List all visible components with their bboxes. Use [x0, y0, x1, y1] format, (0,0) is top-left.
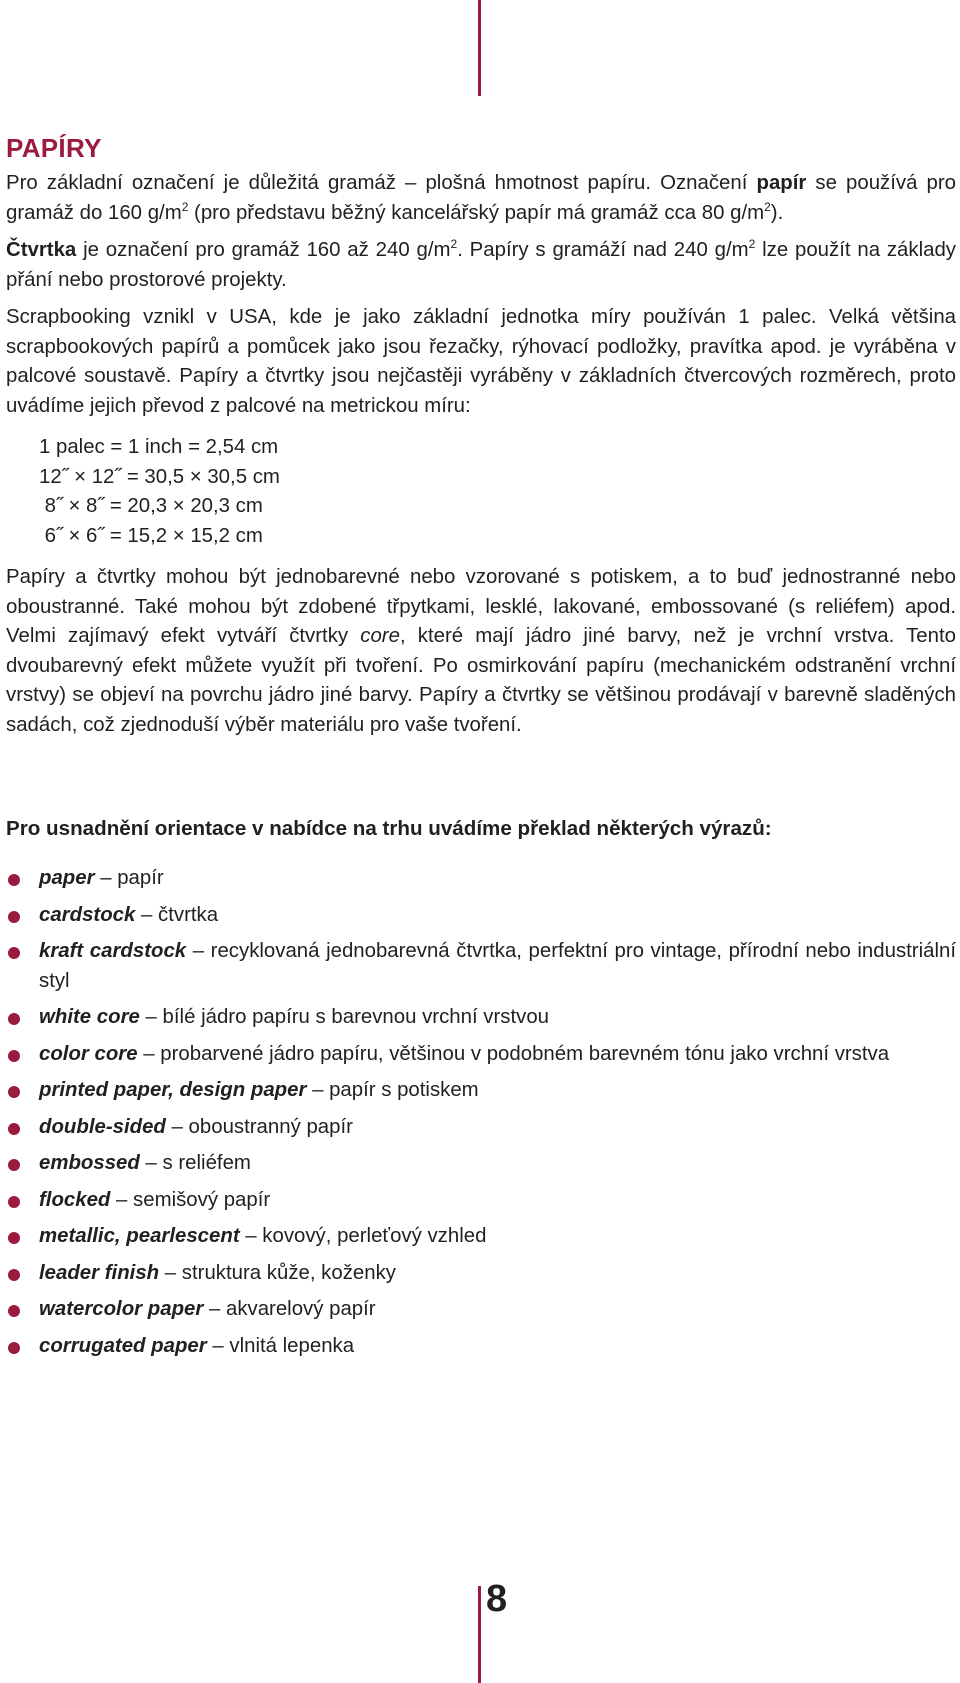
- list-item: [6, 1003, 956, 1033]
- top-divider-line: [478, 0, 481, 96]
- finish-paragraph: [6, 563, 956, 740]
- bullet-icon: [8, 1050, 20, 1062]
- glossary-term: double-sided: [39, 1115, 166, 1138]
- glossary-list: [6, 864, 956, 1361]
- glossary-description: – papír s potiskem: [306, 1079, 479, 1101]
- list-item: [6, 1149, 956, 1179]
- glossary-term: embossed: [39, 1152, 140, 1174]
- conversion-line: 8˝ × 8˝ = 20,3 × 20,3 cm: [39, 495, 263, 517]
- bullet-icon: [8, 874, 20, 886]
- glossary-description: – akvarelový papír: [203, 1298, 376, 1320]
- superscript: 2: [181, 199, 189, 214]
- glossary-description: – struktura kůže, koženky: [159, 1261, 396, 1284]
- page-number: 8: [486, 1578, 508, 1620]
- superscript: 2: [450, 237, 458, 252]
- glossary-term: printed paper, design paper: [39, 1079, 307, 1101]
- bullet-icon: [8, 1159, 20, 1171]
- glossary-term: color core: [39, 1042, 138, 1065]
- section-title: PAPÍRY: [6, 133, 102, 163]
- conversion-line: 6˝ × 6˝ = 15,2 × 15,2 cm: [39, 524, 263, 547]
- list-item: [6, 1259, 956, 1289]
- bullet-icon: [8, 1305, 20, 1317]
- conversion-line: 12˝ × 12˝ = 30,5 × 30,5 cm: [39, 465, 280, 488]
- glossary-term: kraft cardstock: [39, 940, 187, 962]
- intro-paragraph-2: [6, 236, 956, 295]
- glossary-term: cardstock: [39, 903, 136, 926]
- glossary-title: Pro usnadnění orientace v nabídce na trhu uvádíme překlad některých výrazů:: [6, 817, 772, 840]
- glossary-term: metallic, pearlescent: [39, 1225, 240, 1247]
- bullet-icon: [8, 1232, 20, 1244]
- scrapbooking-paragraph: Scrapbooking vznikl v USA, kde je jako základní jednotka míry používán 1 palec. Velká většina scrapbookových papírů a pomůcek jako jsou řezačky, rýhovací podložky, pravítka apod. je vyráběna v palcové soustavě. Papíry a čtvrtky jsou nejčastěji vyráběny v základních čtvercových rozměrech, proto uvádíme jejich převod z palcové na metrickou míru:: [6, 306, 956, 417]
- bullet-icon: [8, 947, 20, 959]
- list-item: [6, 901, 956, 931]
- list-item: [6, 1332, 956, 1362]
- text-span: , které mají jádro jiné barvy, než je vrchní vrstva. Tento dvoubarevný efekt můžete využít při tvoření. Po osmirkování papíru (mechanickém odstranění vrchní vrstvy) se objeví na povrchu jádro jiné barvy. Papíry a čtvrtky se většinou prodávají v barevně sladěných sadách, což zjednoduší výběr materiálu pro vaše tvoření.: [6, 625, 956, 736]
- glossary-term: paper: [39, 867, 95, 889]
- glossary-term: watercolor paper: [39, 1298, 204, 1320]
- superscript: 2: [748, 237, 756, 252]
- glossary-term: leader finish: [39, 1261, 160, 1284]
- text-span: ).: [770, 201, 784, 224]
- bullet-icon: [8, 911, 20, 923]
- text-span: se používá pro gramáž do 160 g/m: [6, 172, 956, 224]
- text-span: Pro základní označení je důležitá gramáž – plošná hmotnost papíru. Označení: [6, 172, 757, 194]
- glossary-term: corrugated paper: [39, 1334, 207, 1357]
- list-item: [6, 1222, 956, 1252]
- glossary-description: – kovový, perleťový vzhled: [239, 1225, 487, 1247]
- text-span: je označení pro gramáž 160 až 240 g/m: [76, 239, 451, 261]
- glossary-description: – čtvrtka: [135, 903, 219, 926]
- text-span: . Papíry s gramáží nad 240 g/m: [457, 239, 749, 261]
- bottom-divider-line: [478, 1586, 481, 1683]
- glossary-description: – vlnitá lepenka: [206, 1334, 355, 1357]
- bullet-icon: [8, 1196, 20, 1208]
- bold-term: papír: [756, 172, 807, 194]
- glossary-term: flocked: [39, 1188, 111, 1211]
- bullet-icon: [8, 1342, 20, 1354]
- text-span: (pro představu běžný kancelářský papír má gramáž cca 80 g/m: [188, 201, 765, 224]
- bullet-icon: [8, 1086, 20, 1098]
- glossary-term: white core: [39, 1006, 140, 1028]
- conversion-line: 1 palec = 1 inch = 2,54 cm: [39, 436, 279, 458]
- superscript: 2: [764, 199, 771, 214]
- list-item: [6, 1076, 956, 1106]
- bold-term: Čtvrtka: [6, 239, 77, 261]
- list-item: [6, 1040, 956, 1070]
- glossary-description: – recyklovaná jednobarevná čtvrtka, perfektní pro vintage, přírodní nebo industriální styl: [39, 940, 957, 992]
- list-item: [6, 937, 956, 996]
- glossary-description: – oboustranný papír: [165, 1115, 353, 1138]
- conversion-list: [39, 433, 956, 551]
- bullet-icon: [8, 1269, 20, 1281]
- list-item: [6, 864, 956, 894]
- italic-term: core: [360, 625, 400, 647]
- glossary-description: – semišový papír: [110, 1188, 271, 1211]
- glossary-description: – s reliéfem: [139, 1152, 251, 1174]
- bullet-icon: [8, 1123, 20, 1135]
- list-item: [6, 1295, 956, 1325]
- glossary-description: – probarvené jádro papíru, většinou v podobném barevném tónu jako vrchní vrstva: [137, 1042, 890, 1065]
- glossary-description: – papír: [94, 867, 164, 889]
- text-span: lze použít na základy přání nebo prostorové projekty.: [6, 239, 956, 291]
- bullet-icon: [8, 1013, 20, 1025]
- glossary-description: – bílé jádro papíru s barevnou vrchní vrstvou: [139, 1006, 550, 1028]
- list-item: [6, 1113, 956, 1143]
- intro-paragraph-1: [6, 169, 956, 228]
- spacer: [6, 748, 956, 814]
- text-span: Papíry a čtvrtky mohou být jednobarevné nebo vzorované s potiskem, a to buď jednostranné nebo oboustranné. Také mohou být zdobené třpytkami, lesklé, lakované, embossované (s reliéfem) apod. Velmi zajímavý efekt vytváří čtvrtky: [6, 566, 956, 647]
- page-content: [6, 133, 956, 1368]
- list-item: [6, 1186, 956, 1216]
